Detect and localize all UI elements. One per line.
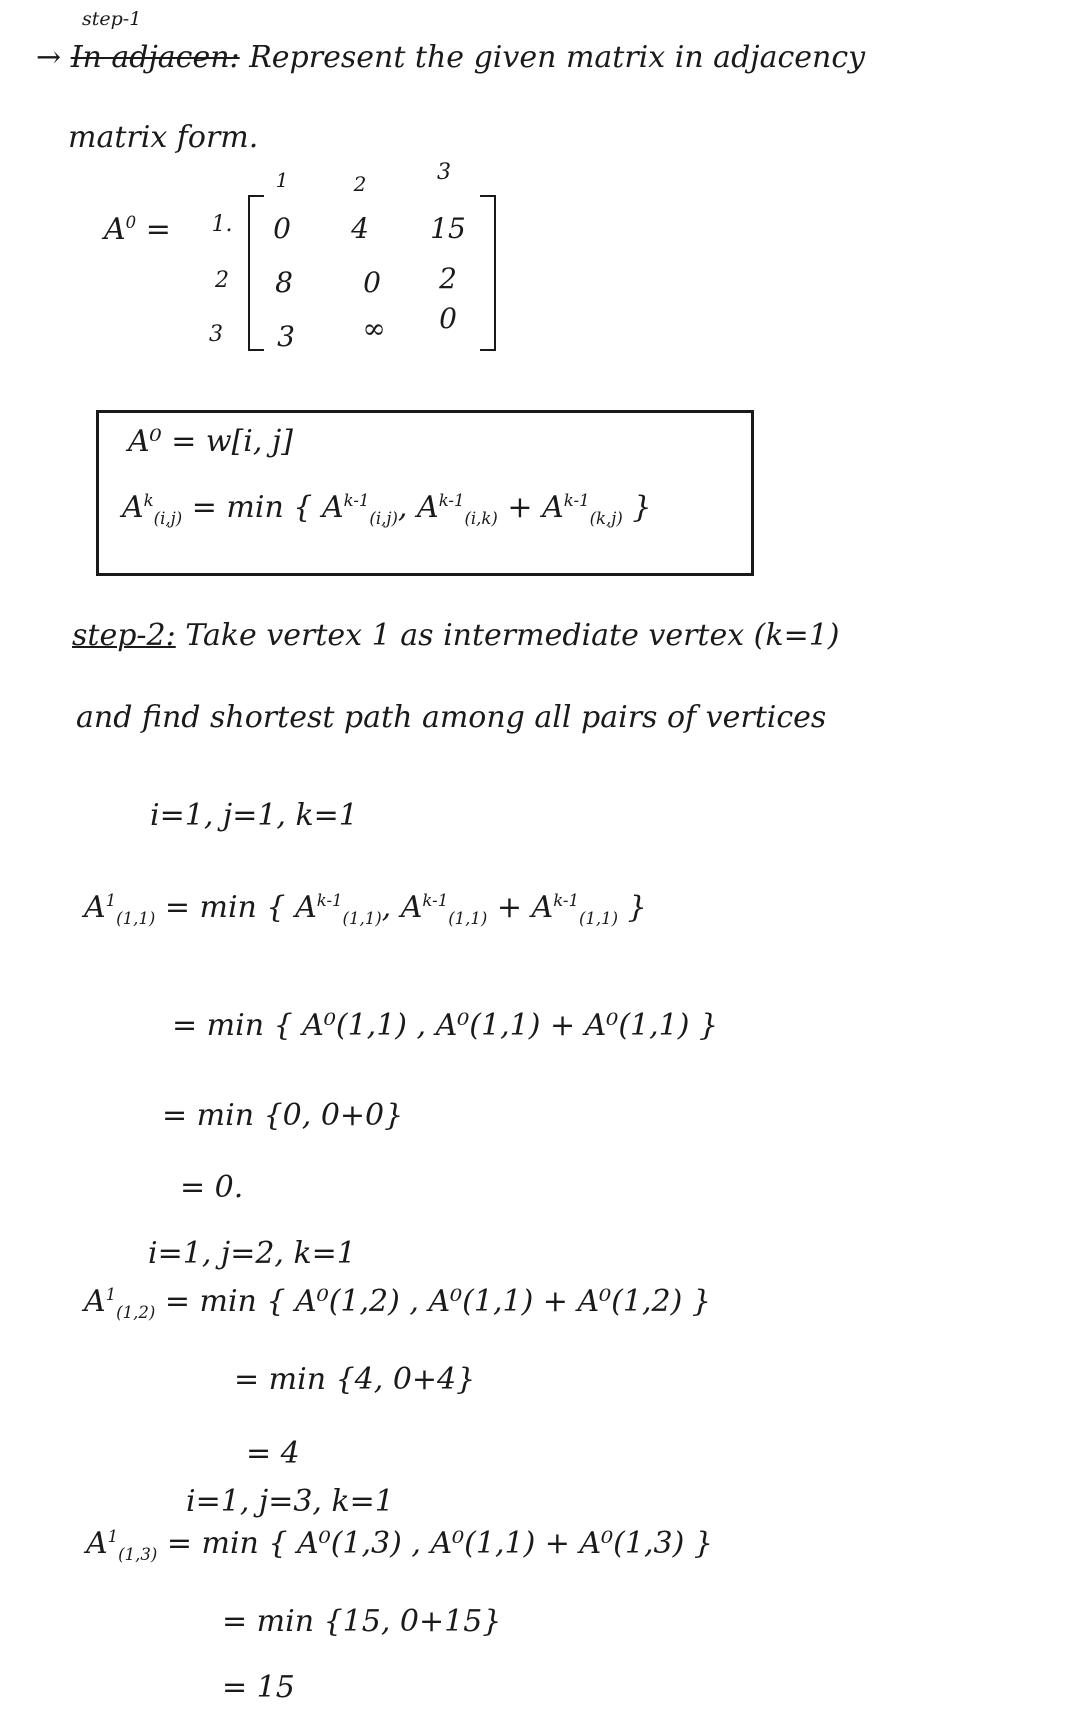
matrix-cell: 0 — [273, 212, 291, 245]
matrix-cell: 0 — [439, 302, 457, 335]
calc1-step-b: = min {0, 0+0} — [162, 1098, 404, 1133]
matrix-cell: 0 — [363, 266, 381, 299]
calc1-result: = 0. — [180, 1170, 244, 1205]
calc3-step-b: = min {15, 0+15} — [222, 1604, 502, 1639]
row-header: 1. — [211, 212, 233, 237]
matrix-cell: ∞ — [362, 312, 386, 345]
matrix-cell: 2 — [439, 262, 457, 295]
step2-line1: step-2: Take vertex 1 as intermediate vertex (k=1) — [72, 618, 840, 653]
calc1-formula: $A^1_{(1,1)} = \min$ { $A^{k-1}_{(1,1)}$, $A^{k-1}_{(1,1)} + A^{k-1}_{(1,1)}$ } — [84, 890, 647, 928]
matrix-cell: 3 — [277, 320, 295, 353]
col-header: 3 — [437, 160, 451, 185]
formula-line2: $A^k_{(i,j)} = \min$ { $A^{k-1}_{(i,j)}$, $A^{k-1}_{(i,k)} + A^{k-1}_{(k,j)}$ } — [122, 490, 652, 528]
arrow-icon: → — [36, 40, 62, 75]
row-header: 2 — [215, 268, 229, 293]
calc3-result: = 15 — [222, 1670, 295, 1705]
calc1-condition: i=1, j=1, k=1 — [150, 798, 358, 833]
calc2-step-b: = min {4, 0+4} — [234, 1362, 476, 1397]
col-header: 2 — [353, 172, 367, 196]
struck-text: In adjacen: — [70, 40, 240, 75]
step2-line2: and find shortest path among all pairs of vertices — [76, 700, 827, 735]
calc2-formula: $A^1_{(1,2)} = \min$ { A⁰(1,2) , A⁰(1,1) + A⁰(1,2) } — [84, 1284, 711, 1322]
row-header: 3 — [209, 322, 223, 347]
calc2-result: = 4 — [246, 1436, 300, 1471]
matrix-cell: 8 — [275, 266, 293, 299]
formula-line1: A⁰ = w[i, j] — [128, 424, 293, 459]
calc3-formula: $A^1_{(1,3)} = \min$ { A⁰(1,3) , A⁰(1,1) + A⁰(1,3) } — [86, 1526, 713, 1564]
step1-heading: step-1 — [82, 8, 142, 30]
calc2-condition: i=1, j=2, k=1 — [148, 1236, 356, 1271]
step1-line2: matrix form. — [68, 120, 259, 155]
matrix-cell: 4 — [351, 212, 369, 245]
step2-heading: step-2: — [72, 618, 176, 653]
step1-text: Represent the given matrix in adjacency — [249, 40, 866, 75]
step1-line1 — [36, 40, 865, 75]
col-header: 1 — [275, 168, 289, 192]
matrix-right-bracket — [480, 195, 496, 351]
matrix-cell: 15 — [430, 212, 466, 245]
matrix-label: $A^0$ = — [104, 212, 171, 247]
calc1-step-a: = min { A⁰(1,1) , A⁰(1,1) + A⁰(1,1) } — [172, 1008, 719, 1043]
calc3-condition: i=1, j=3, k=1 — [186, 1484, 394, 1519]
